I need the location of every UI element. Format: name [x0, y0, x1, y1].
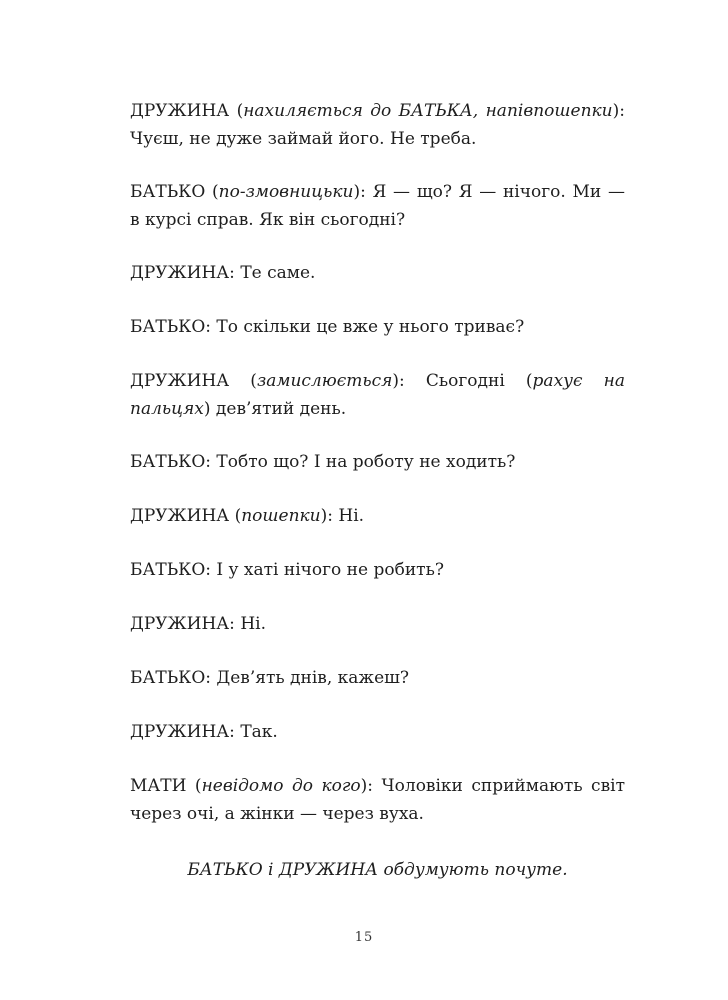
line-text: Так. [240, 722, 278, 742]
speaker-name: ДРУЖИНА [130, 722, 230, 742]
line-text: То скільки це вже у нього триває? [216, 317, 525, 337]
line-text: Чоловіки сприймають світ через очі, а жінки — через вуха. [130, 776, 625, 824]
page-number: 15 [354, 930, 374, 945]
line-text: Дев’ять днів, кажеш? [216, 668, 410, 688]
stage-direction: нахиляється до БАТЬКА, напівпошепки [243, 101, 613, 121]
dialogue-line: ДРУЖИНА: Те саме. [130, 263, 316, 283]
closing-stage-direction: БАТЬКО і ДРУЖИНА обдумують почуте. [187, 860, 568, 880]
dialogue-line: БАТЬКО (по-змовницьки): Я — що? Я — нічого. Ми — в курсі справ. Як він сьогодні? [130, 182, 625, 230]
inline-stage-direction: рахує на пальцях [130, 371, 626, 419]
line-text: Тобто що? І на роботу не ходить? [216, 452, 516, 472]
stage-direction: замислюється [256, 371, 393, 391]
dialogue-line: БАТЬКО: Тобто що? І на роботу не ходить? [130, 452, 516, 472]
speaker-name: БАТЬКО [130, 560, 206, 580]
speaker-name: БАТЬКО [130, 182, 206, 202]
speaker-name: МАТИ [130, 776, 187, 796]
speaker-name: ДРУЖИНА [130, 371, 230, 391]
play-text [130, 97, 625, 884]
line-text: дев’ятий день. [215, 399, 347, 419]
dialogue-line: ДРУЖИНА (пошепки): Ні. [130, 506, 365, 526]
speaker-name: ДРУЖИНА [130, 263, 230, 283]
stage-direction: пошепки [241, 506, 321, 526]
dialogue-line: БАТЬКО: То скільки це вже у нього триває? [130, 317, 525, 337]
speaker-name: БАТЬКО [130, 452, 206, 472]
line-text: І у хаті нічого не робить? [216, 560, 444, 580]
speaker-name: ДРУЖИНА [130, 101, 230, 121]
speaker-name: ДРУЖИНА [130, 506, 230, 526]
stage-direction: по-змовницьки [218, 182, 354, 202]
dialogue-line: ДРУЖИНА (замислюється): Сьогодні (рахує на пальцях) дев’ятий день. [130, 371, 626, 419]
dialogue-line: ДРУЖИНА: Ні. [130, 614, 266, 634]
dialogue-line: БАТЬКО: І у хаті нічого не робить? [130, 560, 444, 580]
line-text: Я — що? Я — нічого. Ми — в курсі справ. Як він сьогодні? [130, 182, 625, 230]
stage-direction: невідомо до кого [201, 776, 361, 796]
speaker-name: БАТЬКО [130, 668, 206, 688]
speaker-name: ДРУЖИНА [130, 614, 230, 634]
dialogue-line: МАТИ (невідомо до кого): Чоловіки сприймають світ через очі, а жінки — через вуха. [130, 776, 625, 824]
speaker-name: БАТЬКО [130, 317, 206, 337]
line-text: Те саме. [240, 263, 316, 283]
dialogue-line: ДРУЖИНА: Так. [130, 722, 278, 742]
line-text: Ні. [240, 614, 266, 634]
dialogue-line: ДРУЖИНА (нахиляється до БАТЬКА, напівпошепки): Чуєш, не дуже займай його. Не треба. [130, 101, 625, 149]
line-text: Ні. [338, 506, 365, 526]
line-text: Чуєш, не дуже займай його. Не треба. [130, 129, 477, 149]
dialogue-line: БАТЬКО: Дев’ять днів, кажеш? [130, 668, 410, 688]
line-text: Сьогодні [425, 371, 505, 391]
